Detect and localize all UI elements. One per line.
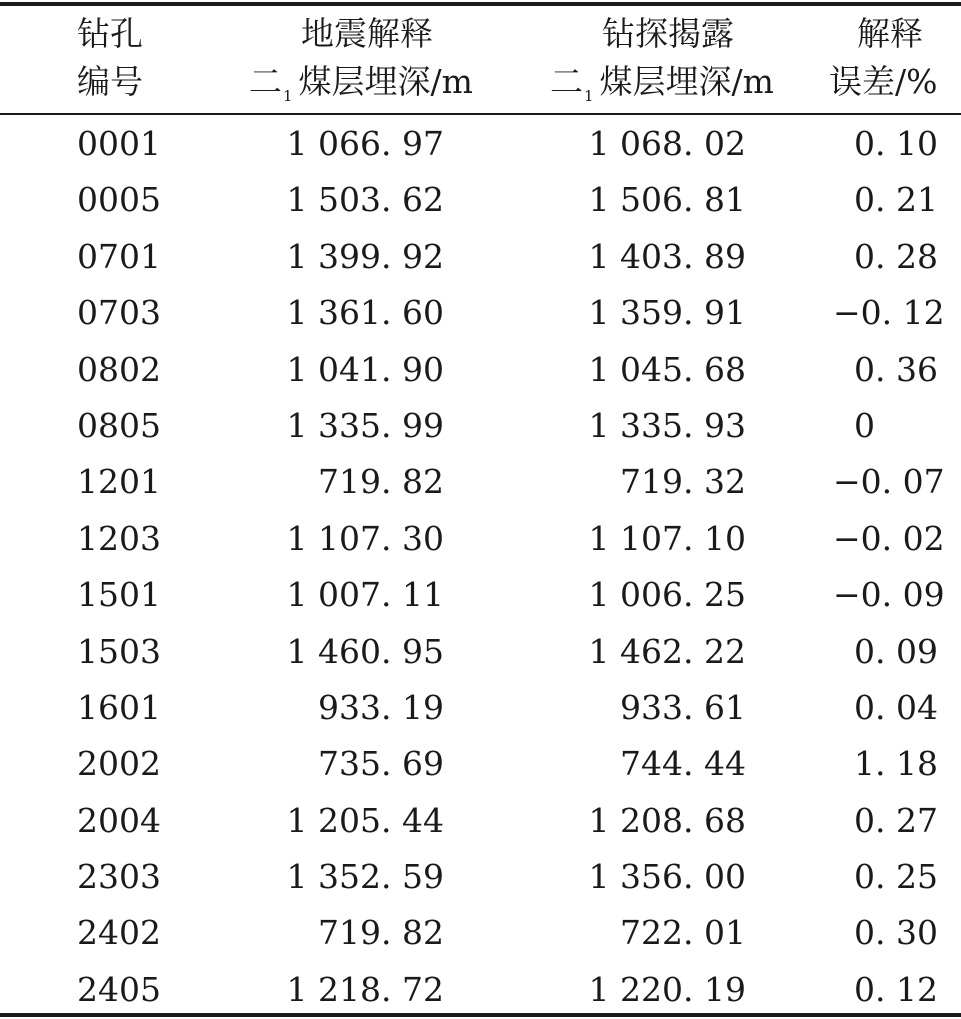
header-drill-line1: 钻探揭露 — [602, 14, 734, 53]
cell-error: 0. 30 — [833, 913, 938, 953]
cell-error: 1. 18 — [833, 744, 938, 784]
cell-drill-depth: 1 068. 02 — [588, 124, 746, 163]
header-seismic-subscript: 1 — [283, 87, 293, 105]
table-row — [0, 792, 961, 848]
cell-seismic-depth: 1 205. 44 — [286, 800, 444, 840]
cell-drill-depth: 1 356. 00 — [588, 857, 746, 897]
cell-drill-depth: 1 462. 22 — [588, 631, 746, 671]
cell-drill-depth: 933. 61 — [620, 687, 746, 727]
cell-seismic-depth: 1 503. 62 — [286, 180, 444, 220]
cell-drill-depth: 719. 32 — [620, 462, 746, 502]
cell-borehole-id: 0005 — [77, 180, 161, 220]
header-seismic-line1: 地震解释 — [301, 14, 433, 53]
cell-seismic-depth: 1 335. 99 — [286, 405, 444, 445]
cell-seismic-depth: 735. 69 — [318, 744, 444, 784]
cell-error: −0. 07 — [833, 462, 945, 502]
header-error-line2: 误差/% — [829, 62, 938, 101]
header-seismic-line2: 煤层埋深/m — [298, 62, 473, 101]
header-seismic-prefix: 二 — [249, 62, 282, 101]
table-row — [0, 623, 961, 679]
header-drill-subscript: 1 — [584, 87, 594, 105]
header-drill-prefix: 二 — [550, 62, 583, 101]
cell-error: 0. 25 — [833, 857, 938, 897]
table-row — [0, 228, 961, 284]
cell-seismic-depth: 1 361. 60 — [286, 293, 444, 333]
table-row — [0, 961, 961, 1017]
cell-drill-depth: 1 403. 89 — [588, 236, 746, 276]
cell-drill-depth: 744. 44 — [620, 744, 746, 784]
header-drill-line2-wrap — [550, 62, 774, 108]
table-row — [0, 171, 961, 227]
cell-drill-depth: 1 045. 68 — [588, 349, 746, 389]
cell-drill-depth: 1 006. 25 — [588, 575, 746, 615]
cell-drill-depth: 722. 01 — [620, 913, 746, 953]
cell-error: 0. 09 — [833, 631, 938, 671]
cell-error: 0 — [833, 405, 875, 445]
cell-borehole-id: 0802 — [77, 349, 161, 389]
cell-drill-depth: 1 506. 81 — [588, 180, 746, 220]
cell-borehole-id: 0703 — [77, 293, 161, 333]
cell-borehole-id: 2402 — [77, 913, 161, 953]
cell-seismic-depth: 1 399. 92 — [286, 236, 444, 276]
table-row — [0, 510, 961, 566]
cell-seismic-depth: 1 352. 59 — [286, 857, 444, 897]
header-seismic-line2-wrap — [249, 62, 473, 108]
cell-error: 0. 27 — [833, 800, 938, 840]
cell-drill-depth: 1 208. 68 — [588, 800, 746, 840]
cell-borehole-id: 2405 — [77, 969, 161, 1009]
cell-seismic-depth: 1 107. 30 — [286, 518, 444, 558]
cell-seismic-depth: 719. 82 — [318, 913, 444, 953]
cell-seismic-depth: 1 041. 90 — [286, 349, 444, 389]
cell-error: 0. 10 — [833, 124, 938, 163]
cell-seismic-depth: 719. 82 — [318, 462, 444, 502]
cell-drill-depth: 1 335. 93 — [588, 405, 746, 445]
cell-error: 0. 12 — [833, 969, 938, 1009]
table-row — [0, 566, 961, 622]
cell-borehole-id: 1201 — [77, 462, 161, 502]
header-id-line2: 编号 — [77, 62, 143, 101]
header-error-line1: 解释 — [857, 14, 923, 53]
cell-error: 0. 36 — [833, 349, 938, 389]
cell-borehole-id: 2303 — [77, 857, 161, 897]
cell-borehole-id: 2002 — [77, 744, 161, 784]
table-row — [0, 341, 961, 397]
cell-seismic-depth: 1 007. 11 — [286, 575, 444, 615]
cell-borehole-id: 0701 — [77, 236, 161, 276]
header-id-line1: 钻孔 — [77, 14, 143, 53]
cell-error: 0. 28 — [833, 236, 938, 276]
cell-borehole-id: 1501 — [77, 575, 161, 615]
cell-error: 0. 04 — [833, 687, 938, 727]
cell-borehole-id: 1503 — [77, 631, 161, 671]
table-bottom-rule — [0, 1013, 961, 1017]
cell-seismic-depth: 1 460. 95 — [286, 631, 444, 671]
cell-error: 0. 21 — [833, 180, 938, 220]
cell-borehole-id: 0805 — [77, 405, 161, 445]
cell-drill-depth: 1 359. 91 — [588, 293, 746, 333]
cell-seismic-depth: 1 066. 97 — [286, 124, 444, 163]
table-body — [0, 115, 961, 1017]
cell-error: −0. 02 — [833, 518, 945, 558]
table-row — [0, 397, 961, 453]
table-row — [0, 115, 961, 171]
table-row — [0, 679, 961, 735]
table-row — [0, 735, 961, 791]
table-top-rule — [0, 2, 961, 6]
cell-borehole-id: 1203 — [77, 518, 161, 558]
table-row — [0, 848, 961, 904]
header-drill-line2: 煤层埋深/m — [599, 62, 774, 101]
table-row — [0, 453, 961, 509]
cell-borehole-id: 1601 — [77, 687, 161, 727]
cell-borehole-id: 0001 — [77, 124, 161, 163]
cell-borehole-id: 2004 — [77, 800, 161, 840]
cell-seismic-depth: 933. 19 — [318, 687, 444, 727]
cell-drill-depth: 1 220. 19 — [588, 969, 746, 1009]
cell-error: −0. 12 — [833, 293, 945, 333]
table-row — [0, 284, 961, 340]
cell-drill-depth: 1 107. 10 — [588, 518, 746, 558]
cell-seismic-depth: 1 218. 72 — [286, 969, 444, 1009]
cell-error: −0. 09 — [833, 575, 945, 615]
table-row — [0, 904, 961, 960]
